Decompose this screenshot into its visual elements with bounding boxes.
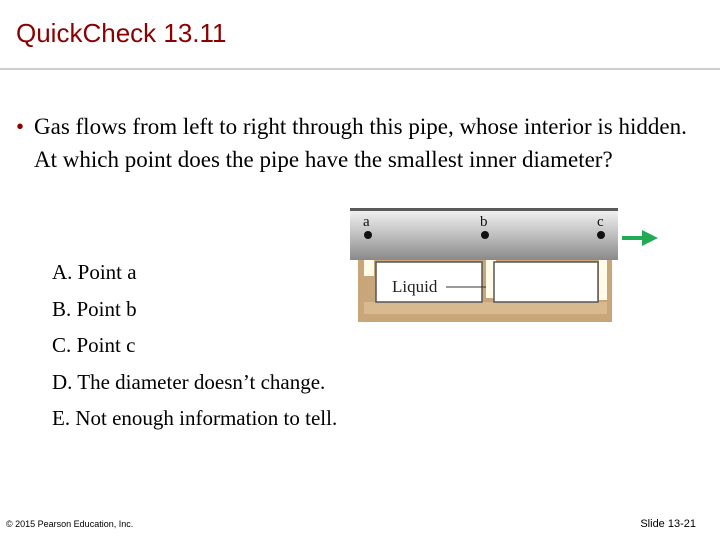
point-b-label: b [480,214,488,230]
point-b-dot [481,231,489,239]
title-divider [0,68,720,70]
point-c-label: c [597,214,604,230]
point-c-dot [597,231,605,239]
option-a: A. Point a [52,260,137,284]
tube-right-upper [599,258,607,300]
option-c: C. Point c [52,333,136,357]
slide-title: QuickCheck 13.11 [16,18,227,48]
option-e: E. Not enough information to tell. [52,406,338,430]
tube-left-upper [364,258,374,276]
tube-bottom-channel [364,302,607,314]
question-bullet [16,110,714,176]
option-d: D. The diameter doesn’t change. [52,369,326,394]
option-b: B. Point b [52,296,137,321]
right-chamber [494,262,598,302]
liquid-label: Liquid [392,277,438,296]
flow-arrow-head [642,230,658,246]
point-a-dot [364,231,372,239]
answer-options [52,254,337,437]
question-text: Gas flows from left to right through this pipe, whose interior is hidden. At which point does the pipe have the smallest inner diameter? [34,114,687,172]
bullet-marker: • [16,114,25,139]
point-a-label: a [363,214,370,230]
footer-slide-number: Slide 13-21 [640,518,696,530]
footer-copyright: © 2015 Pearson Education, Inc. [6,519,134,529]
pipe-manometer-figure [348,206,668,326]
